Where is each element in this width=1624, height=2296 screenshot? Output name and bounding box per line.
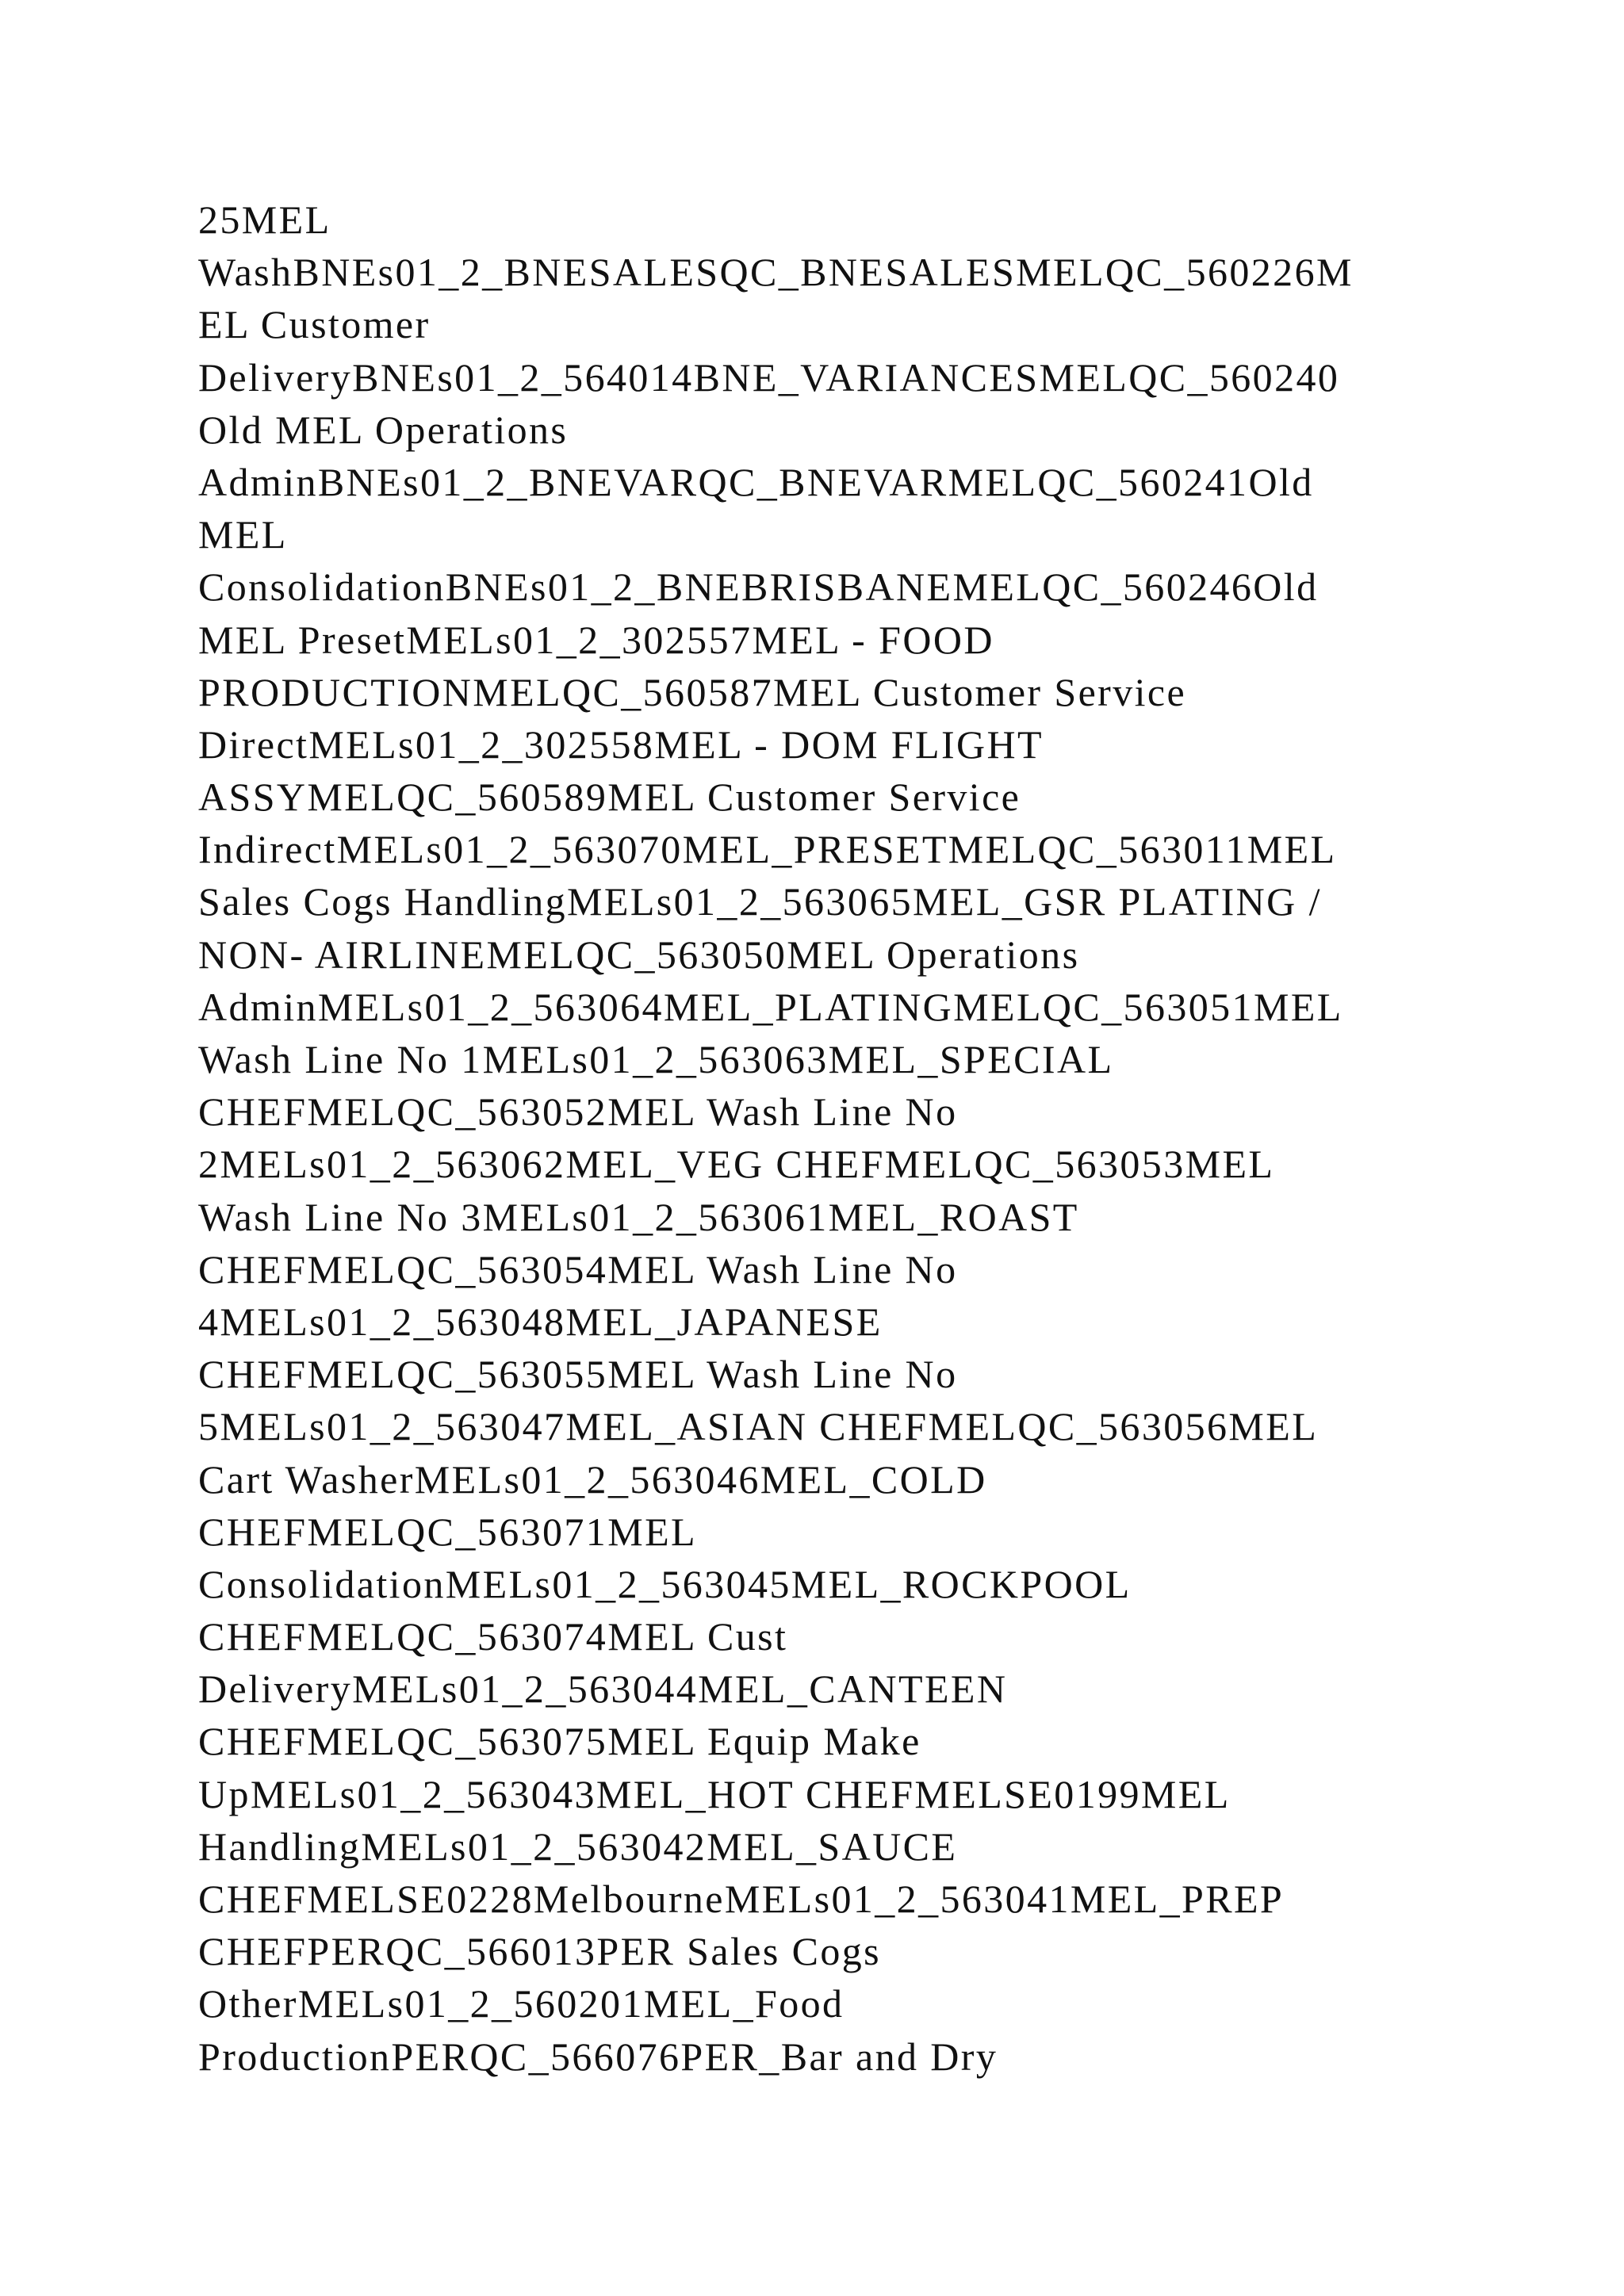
text-line: AdminMELs01_2_563064MEL_PLATINGMELQC_563051MEL — [198, 984, 1343, 1029]
text-line: WashBNEs01_2_BNESALESQC_BNESALESMELQC_560226M — [198, 250, 1354, 295]
text-line: 2MELs01_2_563062MEL_VEG CHEFMELQC_563053MEL — [198, 1142, 1275, 1187]
text-line: PRODUCTIONMELQC_560587MEL Customer Service — [198, 669, 1187, 714]
text-line: CHEFMELSE0228MelbourneMELs01_2_563041MEL_PREP — [198, 1877, 1285, 1921]
text-line: ASSYMELQC_560589MEL Customer Service — [198, 775, 1021, 820]
text-line: Cart WasherMELs01_2_563046MEL_COLD — [198, 1456, 987, 1502]
text-line: MEL PresetMELs01_2_302557MEL - FOOD — [198, 617, 994, 662]
text-line: CHEFMELQC_563075MEL Equip Make — [198, 1719, 921, 1764]
text-line: DeliveryMELs01_2_563044MEL_CANTEEN — [198, 1667, 1008, 1712]
text-line: CHEFMELQC_563054MEL Wash Line No — [198, 1246, 958, 1292]
text-line: HandlingMELs01_2_563042MEL_SAUCE — [198, 1823, 958, 1869]
text-line: ConsolidationMELs01_2_563045MEL_ROCKPOOL — [198, 1561, 1132, 1606]
text-line: NON- AIRLINEMELQC_563050MEL Operations — [198, 932, 1080, 977]
text-line: MEL — [198, 512, 288, 557]
text-line: DirectMELs01_2_302558MEL - DOM FLIGHT — [198, 721, 1044, 767]
text-line: Old MEL Operations — [198, 407, 569, 452]
text-line: DeliveryBNEs01_2_564014BNE_VARIANCESMELQC_560240 — [198, 354, 1340, 400]
text-line: AdminBNEs01_2_BNEVARQC_BNEVARMELQC_560241Old — [198, 459, 1314, 504]
text-line: UpMELs01_2_563043MEL_HOT CHEFMELSE0199MEL — [198, 1771, 1231, 1816]
text-line: Wash Line No 3MELs01_2_563061MEL_ROAST — [198, 1194, 1079, 1239]
text-line: IndirectMELs01_2_563070MEL_PRESETMELQC_563011MEL — [198, 827, 1337, 872]
text-line: ProductionPERQC_566076PER_Bar and Dry — [198, 2034, 998, 2079]
body-text — [198, 193, 1483, 2083]
text-line: 25MEL — [198, 197, 331, 242]
text-line: CHEFMELQC_563052MEL Wash Line No — [198, 1089, 958, 1135]
text-line: Wash Line No 1MELs01_2_563063MEL_SPECIAL — [198, 1037, 1114, 1081]
text-line: 5MELs01_2_563047MEL_ASIAN CHEFMELQC_563056MEL — [198, 1404, 1319, 1449]
text-line: CHEFMELQC_563071MEL — [198, 1509, 697, 1554]
text-line: OtherMELs01_2_560201MEL_Food — [198, 1981, 845, 2026]
text-line: 4MELs01_2_563048MEL_JAPANESE — [198, 1299, 883, 1344]
text-line: CHEFMELQC_563074MEL Cust — [198, 1614, 788, 1659]
text-line: Sales Cogs HandlingMELs01_2_563065MEL_GSR PLATING / — [198, 879, 1322, 924]
text-line: EL Customer — [198, 302, 431, 347]
text-line: CHEFMELQC_563055MEL Wash Line No — [198, 1352, 958, 1397]
text-line: CHEFPERQC_566013PER Sales Cogs — [198, 1929, 882, 1974]
text-line: ConsolidationBNEs01_2_BNEBRISBANEMELQC_560246Old — [198, 564, 1319, 610]
